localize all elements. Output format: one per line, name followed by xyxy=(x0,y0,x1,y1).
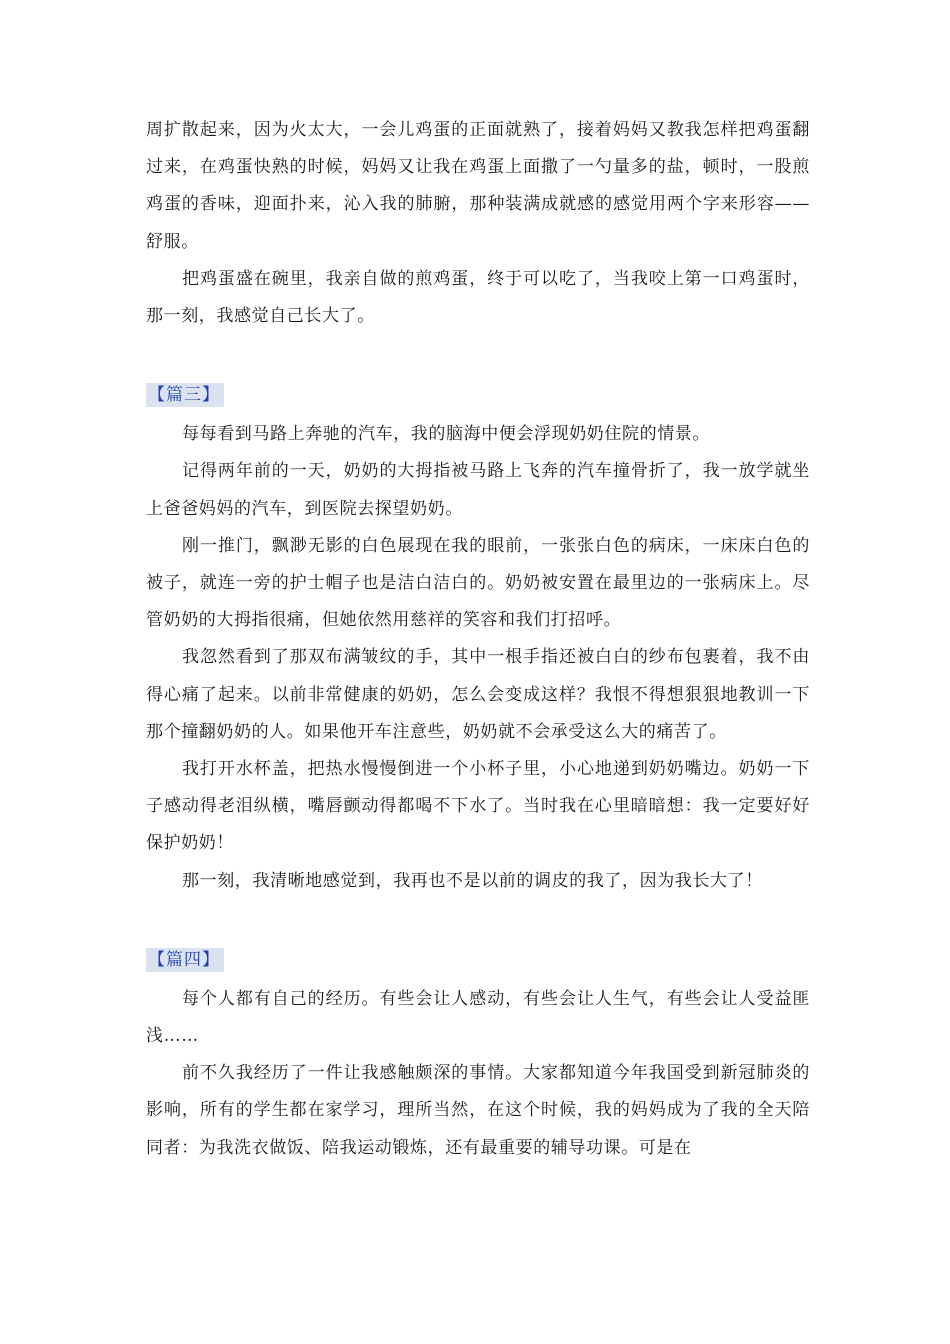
paragraph: 每个人都有自己的经历。有些会让人感动，有些会让人生气，有些会让人受益匪浅…… xyxy=(146,988,810,1047)
section-gap xyxy=(146,900,810,939)
paragraph: 每每看到马路上奔驰的汽车，我的脑海中便会浮现奶奶住院的情景。 xyxy=(182,424,710,445)
paragraph: 前不久我经历了一件让我感触颇深的事情。大家都知道今年我国受到新冠肺炎的影响，所有的学生都在家学习，理所当然，在这个时候，我的妈妈成为了我的全天陪同者：为我洗衣做饭、陪我运动锻炼，还有最重要的辅导功课。可是在 xyxy=(146,1063,810,1158)
paragraph: 刚一推门，飘渺无影的白色展现在我的眼前，一张张白色的病床，一床床白色的被子，就连一旁的护士帽子也是洁白洁白的。奶奶被安置在最里边的一张病床上。尽管奶奶的大拇指很痛，但她依然用慈祥的笑容和我们打招呼。 xyxy=(146,535,810,631)
paragraph: 我打开水杯盖，把热水慢慢倒进一个小杯子里，小心地递到奶奶嘴边。奶奶一下子感动得老泪纵横，嘴唇颤动得都喝不下水了。当时我在心里暗暗想：我一定要好好保护奶奶！ xyxy=(146,759,810,854)
document-page xyxy=(146,112,810,1167)
paragraph: 那一刻，我清晰地感觉到，我再也不是以前的调皮的我了，因为我长大了！ xyxy=(182,870,763,891)
paragraph: 周扩散起来，因为火太大，一会儿鸡蛋的正面就熟了，接着妈妈又教我怎样把鸡蛋翻过来，在鸡蛋快熟的时候，妈妈又让我在鸡蛋上面撒了一勺量多的盐，顿时，一股煎鸡蛋的香味，迎面扑来，沁入我的肺腑，那种装满成就感的感觉用两个字来形容——舒服。 xyxy=(146,120,810,252)
section-gap xyxy=(146,335,810,374)
section-heading xyxy=(146,939,810,981)
paragraph: 我忽然看到了那双布满皱纹的手，其中一根手指还被白白的纱布包裹着，我不由得心痛了起来。以前非常健康的奶奶，怎么会变成这样？我恨不得想狠狠地教训一下那个撞翻奶奶的人。如果他开车注意些，奶奶就不会承受这么大的痛苦了。 xyxy=(146,647,810,742)
paragraph: 记得两年前的一天，奶奶的大拇指被马路上飞奔的汽车撞骨折了，我一放学就坐上爸爸妈妈的汽车，到医院去探望奶奶。 xyxy=(146,461,810,519)
paragraph: 把鸡蛋盛在碗里，我亲自做的煎鸡蛋，终于可以吃了，当我咬上第一口鸡蛋时，那一刻，我感觉自己长大了。 xyxy=(146,268,810,327)
section-heading xyxy=(146,374,810,416)
section-label-four: 【篇四】 xyxy=(146,948,224,972)
section-label-three: 【篇三】 xyxy=(146,383,224,407)
